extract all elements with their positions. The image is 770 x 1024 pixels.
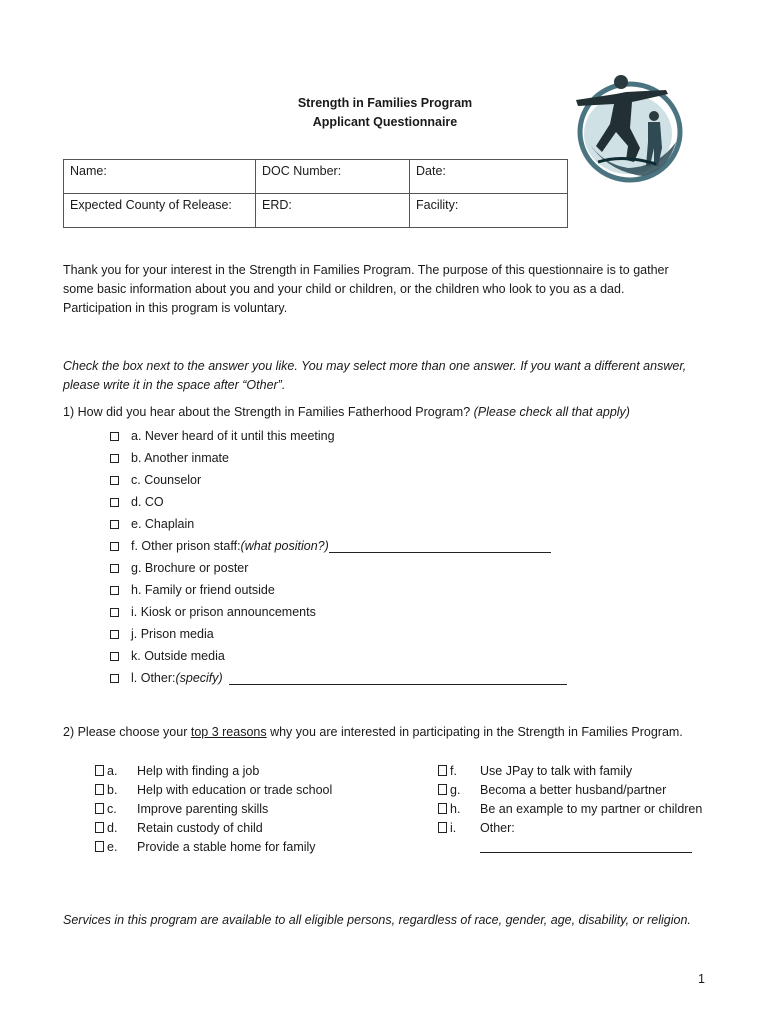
q2-right-column xyxy=(438,761,702,856)
option-note: (what position?) xyxy=(240,539,329,553)
checkbox[interactable] xyxy=(110,674,119,683)
option-letter: f. xyxy=(450,763,457,778)
q1-option-j[interactable] xyxy=(110,624,214,644)
option-label: e. Chaplain xyxy=(131,517,195,531)
option-label: Be an example to my partner or children xyxy=(480,801,703,816)
intro-line: Thank you for your interest in the Strength in Families Program. The purpose of this questionnaire is to gather xyxy=(63,263,669,277)
q2-option-d[interactable] xyxy=(95,818,332,837)
q1-option-k[interactable] xyxy=(110,646,225,666)
option-label: h. Family or friend outside xyxy=(131,583,275,597)
date-field[interactable] xyxy=(410,160,568,194)
checkbox[interactable] xyxy=(438,822,447,833)
checkbox[interactable] xyxy=(95,822,104,833)
doc-number-label: DOC Number: xyxy=(262,164,342,178)
option-letter: e. xyxy=(107,839,118,854)
page-number: 1 xyxy=(698,972,705,986)
q2-option-i[interactable] xyxy=(438,818,702,837)
option-label: a. Never heard of it until this meeting xyxy=(131,429,335,443)
erd-label: ERD: xyxy=(262,198,292,212)
option-label: l. Other: xyxy=(131,671,176,685)
option-label: Use JPay to talk with family xyxy=(480,763,633,778)
q1-option-b[interactable] xyxy=(110,448,229,468)
q1-option-g[interactable] xyxy=(110,558,248,578)
checkbox[interactable] xyxy=(110,586,119,595)
q2-option-h[interactable] xyxy=(438,799,702,818)
question-2-suffix: why you are interested in participating in the Strength in Families Program. xyxy=(266,725,683,739)
nondiscrimination-statement: Services in this program are available to all eligible persons, regardless of race, gender, age, disability, or religion. xyxy=(63,913,691,927)
other-specify-blank[interactable] xyxy=(229,672,567,685)
question-2-prefix: 2) Please choose your xyxy=(63,725,191,739)
option-letter: b. xyxy=(107,782,118,797)
option-label: Help with finding a job xyxy=(137,763,260,778)
checkbox[interactable] xyxy=(95,765,104,776)
option-letter: g. xyxy=(450,782,461,797)
option-label: Other: xyxy=(480,820,515,835)
q2-option-a[interactable] xyxy=(95,761,332,780)
q1-option-d[interactable] xyxy=(110,492,164,512)
checkbox[interactable] xyxy=(110,454,119,463)
question-1-note: (Please check all that apply) xyxy=(473,405,630,419)
checkbox[interactable] xyxy=(110,498,119,507)
intro-line: some basic information about you and your child or children, or the children who look to you as a dad. xyxy=(63,282,625,296)
option-letter: d. xyxy=(107,820,118,835)
option-note: (specify) xyxy=(175,671,223,685)
q1-option-c[interactable] xyxy=(110,470,201,490)
option-label: Provide a stable home for family xyxy=(137,839,316,854)
option-label: g. Brochure or poster xyxy=(131,561,249,575)
name-label: Name: xyxy=(70,164,107,178)
checkbox[interactable] xyxy=(438,803,447,814)
q2-option-c[interactable] xyxy=(95,799,332,818)
family-embrace-logo-icon xyxy=(568,72,688,188)
q2-other-line xyxy=(438,837,702,856)
question-1 xyxy=(63,405,630,419)
q1-option-l[interactable] xyxy=(110,668,567,688)
option-letter: c. xyxy=(107,801,117,816)
checkbox[interactable] xyxy=(110,564,119,573)
other-staff-blank[interactable] xyxy=(329,540,551,553)
county-label: Expected County of Release: xyxy=(70,198,232,212)
instruction-line: please write it in the space after “Other”. xyxy=(63,378,286,392)
q2-option-g[interactable] xyxy=(438,780,702,799)
question-2 xyxy=(63,725,683,739)
other-reason-blank[interactable] xyxy=(480,840,692,853)
name-field[interactable] xyxy=(64,160,256,194)
option-label: i. Kiosk or prison announcements xyxy=(131,605,316,619)
instructions xyxy=(63,357,743,395)
option-label: Help with education or trade school xyxy=(137,782,333,797)
option-label: b. Another inmate xyxy=(131,451,229,465)
q1-option-i[interactable] xyxy=(110,602,316,622)
document-title: Strength in Families Program xyxy=(297,96,473,110)
q1-option-a[interactable] xyxy=(110,426,335,446)
option-label: c. Counselor xyxy=(131,473,202,487)
checkbox[interactable] xyxy=(438,765,447,776)
date-label: Date: xyxy=(416,164,446,178)
checkbox[interactable] xyxy=(95,784,104,795)
q2-option-b[interactable] xyxy=(95,780,332,799)
q1-option-h[interactable] xyxy=(110,580,275,600)
option-letter: i. xyxy=(450,820,457,835)
facility-label: Facility: xyxy=(416,198,459,212)
q2-left-column xyxy=(95,761,332,856)
checkbox[interactable] xyxy=(95,803,104,814)
intro-paragraph xyxy=(63,261,713,318)
option-letter: h. xyxy=(450,801,461,816)
q1-option-e[interactable] xyxy=(110,514,194,534)
checkbox[interactable] xyxy=(110,476,119,485)
option-label: d. CO xyxy=(131,495,164,509)
option-label: f. Other prison staff: xyxy=(131,539,241,553)
doc-number-field[interactable] xyxy=(256,160,410,194)
question-2-emphasis: top 3 reasons xyxy=(190,725,267,739)
q2-option-e[interactable] xyxy=(95,837,332,856)
q1-option-f[interactable] xyxy=(110,536,551,556)
checkbox[interactable] xyxy=(95,841,104,852)
facility-field[interactable] xyxy=(410,194,568,228)
checkbox[interactable] xyxy=(110,432,119,441)
instruction-line: Check the box next to the answer you like. You may select more than one answer. If you want a different answer, xyxy=(63,359,687,373)
erd-field[interactable] xyxy=(256,194,410,228)
q2-option-f[interactable] xyxy=(438,761,702,780)
option-label: Becoma a better husband/partner xyxy=(480,782,667,797)
checkbox[interactable] xyxy=(110,608,119,617)
checkbox[interactable] xyxy=(438,784,447,795)
option-label: Retain custody of child xyxy=(137,820,263,835)
intro-line: Participation in this program is voluntary. xyxy=(63,301,288,315)
option-label: k. Outside media xyxy=(131,649,225,663)
question-1-text: 1) How did you hear about the Strength in Families Fatherhood Program? xyxy=(63,405,474,419)
checkbox[interactable] xyxy=(110,542,119,551)
document-subtitle: Applicant Questionnaire xyxy=(312,115,458,129)
county-field[interactable] xyxy=(64,194,256,228)
option-label: j. Prison media xyxy=(131,627,214,641)
option-label: Improve parenting skills xyxy=(137,801,269,816)
applicant-info-table xyxy=(63,159,568,228)
option-letter: a. xyxy=(107,763,118,778)
checkbox[interactable] xyxy=(110,520,119,529)
checkbox[interactable] xyxy=(110,630,119,639)
checkbox[interactable] xyxy=(110,652,119,661)
